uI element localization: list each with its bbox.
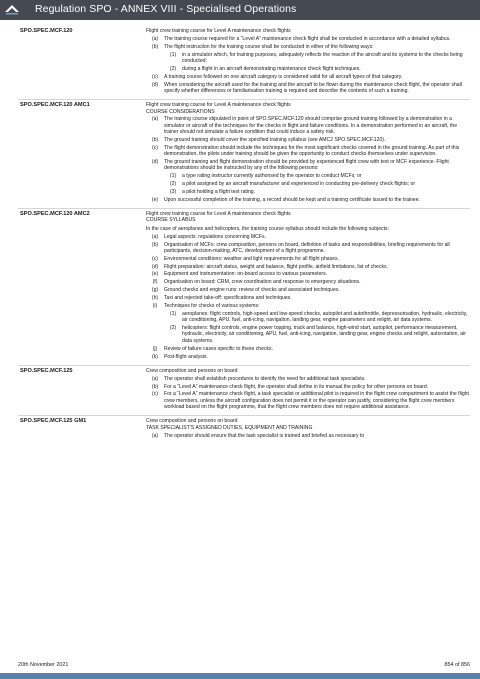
list-item-text: Review of failure cases specific to these checks. bbox=[164, 345, 273, 352]
section-subtitle: TASK SPECIALIST’S ASSIGNED DUTIES, EQUIPMENT AND TRAINING bbox=[146, 424, 313, 431]
list-item-label: (2) bbox=[169, 325, 177, 332]
list-item-label: (c) bbox=[152, 73, 158, 80]
list-item-text: A training course followed on one aircraft category is considered valid for all aircraft types of that category. bbox=[164, 73, 403, 80]
regulation-section bbox=[18, 26, 470, 99]
list-item-text: Taxi and rejected take-off: specifications and techniques. bbox=[164, 295, 292, 302]
list-item-label: (c) bbox=[152, 255, 158, 262]
list-item-text: helicopters: flight controls, engine power topping, track and balance, high-wind start, autopilot, performance measurement, hydraulic, electricity, air conditioning, APU, fuel, anti-icing, navigation, landing gear, engine checks and relight, autorotation, air data systems. bbox=[182, 325, 466, 344]
section-title: Flight crew training course for Level A maintenance check flights bbox=[146, 211, 291, 218]
list-item bbox=[146, 234, 470, 240]
list-item-text: Organisation of MCFs: crew composition, persons on board, definition of tasks and responsibilities, briefing requirements for all participants, decision-making, ATC, development of a flight programme. bbox=[164, 241, 450, 254]
list-item-text: For a “Level A” maintenance check flight, the operator shall define in its manual the policy for other persons on board. bbox=[164, 383, 429, 390]
list-item-text: Post-flight analysis. bbox=[164, 353, 208, 360]
section-body bbox=[146, 368, 470, 411]
page-header bbox=[0, 0, 480, 20]
section-title: Flight crew training course for Level A maintenance check flights bbox=[146, 28, 291, 34]
list-item-text: The training course required for a “Level A” maintenance check flight shall be conducted in accordance with a detailed syllabus. bbox=[164, 35, 451, 42]
section-subtitle: COURSE CONSIDERATIONS bbox=[146, 108, 215, 115]
list-item-label: (f) bbox=[152, 279, 158, 286]
regulation-section bbox=[18, 99, 470, 208]
list-item bbox=[146, 303, 470, 309]
section-title: Crew composition and persons on board bbox=[146, 418, 238, 425]
section-title: Crew composition and persons on board bbox=[146, 367, 238, 374]
list-item bbox=[146, 36, 470, 42]
list-item-text: Organisation on board: CRM, crew coordination and response to emergency situations. bbox=[164, 279, 361, 286]
list-item-text: Ground checks and engine runs: review of checks and associated techniques. bbox=[164, 287, 340, 294]
list-item bbox=[146, 346, 470, 352]
list-item-text: Environmental conditions: weather and light requirements for all flight phases. bbox=[164, 255, 339, 262]
list-item-label: (1) bbox=[169, 51, 177, 58]
list-item-label: (d) bbox=[151, 263, 159, 270]
list-item bbox=[146, 376, 470, 382]
list-item-label: (a) bbox=[151, 432, 159, 439]
list-item-label: (b) bbox=[151, 241, 159, 248]
section-intro: In the case of aeroplanes and helicopters, the training course syllabus should include the following subjects: bbox=[146, 225, 389, 232]
list-item bbox=[146, 145, 470, 158]
list-item-text: The ground training should cover the specified training syllabus (see AMC2 SPO.SPEC.MCF.120). bbox=[164, 136, 386, 143]
list-item bbox=[164, 181, 470, 187]
list-item-label: (k) bbox=[152, 353, 158, 360]
regulation-section bbox=[18, 208, 470, 365]
list-item-label: (a) bbox=[151, 233, 159, 240]
list-item-label: (j) bbox=[152, 345, 158, 352]
list-item bbox=[146, 137, 470, 143]
list-item-text: The operator should ensure that the task specialist is trained and briefed as necessary to bbox=[164, 432, 365, 439]
section-subtitle: COURSE SYLLABUS bbox=[146, 217, 196, 224]
list-item bbox=[146, 197, 470, 203]
list-item-label: (b) bbox=[151, 43, 159, 50]
list-item-label: (g) bbox=[151, 287, 159, 294]
list-item-label: (a) bbox=[151, 35, 159, 42]
section-reference: SPO.SPEC.MCF.125 bbox=[20, 367, 73, 374]
list-item-text: Equipment and instrumentation: on-board access to various parameters. bbox=[164, 271, 328, 278]
list-item-label: (2) bbox=[169, 181, 177, 188]
list-item-label: (e) bbox=[151, 196, 159, 203]
section-body bbox=[146, 211, 470, 360]
list-item-label: (3) bbox=[169, 188, 177, 195]
easa-logo-icon bbox=[3, 3, 21, 17]
list-item bbox=[164, 66, 470, 72]
regulation-content bbox=[18, 26, 470, 444]
list-item bbox=[146, 279, 470, 285]
list-item bbox=[146, 242, 470, 255]
list-item-label: (b) bbox=[151, 383, 159, 390]
list-item bbox=[146, 159, 470, 172]
section-reference: SPO.SPEC.MCF.120 AMC2 bbox=[20, 211, 90, 218]
list-item bbox=[164, 311, 470, 324]
regulation-section bbox=[18, 415, 470, 443]
list-item-text: a type rating instructor currently authorised by the operator to conduct MCFs; or bbox=[182, 173, 362, 180]
list-item-text: The flight demonstration should include the techniques for the most significant checks covered in the ground training. As part of this demonstration, the pilots under training should be given the opportunity to conduct checks themselves under supervision. bbox=[164, 144, 460, 158]
list-item-label: (a) bbox=[151, 375, 159, 382]
footer-bar bbox=[0, 673, 480, 679]
list-item bbox=[146, 82, 470, 95]
list-item bbox=[146, 264, 470, 270]
section-reference: SPO.SPEC.MCF.125 GM1 bbox=[20, 418, 87, 425]
list-item bbox=[146, 44, 470, 50]
list-item-label: (2) bbox=[169, 65, 177, 72]
list-item-label: (c) bbox=[152, 391, 158, 398]
list-item-text: Techniques for checks of various systems: bbox=[164, 303, 260, 310]
list-item-label: (e) bbox=[151, 271, 159, 278]
list-item-text: When considering the aircraft used for the training and the aircraft to be flown during the maintenance check flight, the operator shall specify whether differences or familiarisation training is required and describe the contents of such a training. bbox=[164, 81, 462, 94]
section-body bbox=[146, 28, 470, 94]
list-item-text: during a flight in an aircraft demonstrating maintenance check flight techniques. bbox=[182, 65, 361, 72]
list-item bbox=[146, 354, 470, 360]
list-item bbox=[146, 116, 470, 135]
list-item-label: (b) bbox=[151, 136, 159, 143]
list-item bbox=[164, 189, 470, 195]
list-item-text: The operator shall establish procedures to identify the need for additional task specialists. bbox=[164, 375, 366, 382]
list-item bbox=[146, 256, 470, 262]
list-item-label: (h) bbox=[151, 295, 159, 302]
list-item bbox=[146, 391, 470, 410]
list-item-text: a pilot assigned by an aircraft manufacturer and experienced in conducting pre-delivery check flights; or bbox=[182, 181, 416, 188]
list-item-text: Flight preparation: aircraft status, weight and balance, flight profile, airfield limitations, list of checks. bbox=[164, 263, 388, 270]
list-item bbox=[164, 325, 470, 344]
section-reference: SPO.SPEC.MCF.120 AMC1 bbox=[20, 102, 90, 109]
list-item-text: The ground training and flight demonstration should be provided by experienced flight crew with test or MCF experience. Flight demonstrations should be instructed by any of the following persons: bbox=[164, 158, 449, 172]
list-item-text: in a simulator which, for training purposes, adequately reflects the reaction of the aircraft and its systems to the checks being conducted; bbox=[182, 51, 463, 64]
list-item bbox=[146, 287, 470, 293]
section-title: Flight crew training course for Level A maintenance check flights bbox=[146, 102, 291, 109]
list-item-label: (a) bbox=[151, 116, 159, 123]
list-item bbox=[146, 433, 470, 439]
list-item-text: For a “Level A” maintenance check flight, a task specialist or additional pilot is required in the flight crew compartment to assist the flight crew members, unless the aircraft configuration does not permit it or the operator can justify, considering the flight crew members workload based on the flight programme, that the flight crew members does not require additional assistance. bbox=[164, 391, 469, 411]
list-item bbox=[146, 295, 470, 301]
list-item-text: a pilot holding a flight test rating. bbox=[182, 188, 256, 195]
list-item bbox=[164, 52, 470, 65]
list-item-label: (1) bbox=[169, 310, 177, 317]
footer-date: 20th November 2021 bbox=[18, 662, 69, 668]
list-item-text: Upon successful completion of the training, a record should be kept and a training certificate issued to the trainee. bbox=[164, 196, 420, 203]
list-item-label: (d) bbox=[151, 158, 159, 165]
list-item-text: aeroplanes: flight controls, high-speed and low-speed checks, autopilot and autothrottle, depressurisation, hydraulic, electricity, air conditioning, APU, fuel, anti-icing, navigation, landing gear, engine parameters and relight, air data systems. bbox=[182, 310, 468, 324]
list-item bbox=[164, 173, 470, 179]
section-body bbox=[146, 418, 470, 438]
list-item bbox=[146, 384, 470, 390]
list-item-label: (1) bbox=[169, 173, 177, 180]
page-footer bbox=[18, 662, 470, 668]
list-item-label: (i) bbox=[152, 303, 158, 310]
list-item-label: (d) bbox=[151, 81, 159, 88]
list-item bbox=[146, 74, 470, 80]
regulation-section bbox=[18, 365, 470, 416]
footer-page-number: 854 of 856 bbox=[444, 662, 470, 668]
section-body bbox=[146, 102, 470, 203]
list-item-text: Legal aspects: regulations concerning MCFs. bbox=[164, 233, 266, 240]
page-header-title: Regulation SPO - ANNEX VIII - Specialised Operations bbox=[35, 3, 297, 15]
section-reference: SPO.SPEC.MCF.120 bbox=[20, 28, 73, 34]
list-item-label: (c) bbox=[152, 144, 158, 151]
list-item bbox=[146, 271, 470, 277]
list-item-text: The training course stipulated in point of SPO.SPEC.MCF.120 should comprise ground training followed by a demonstration in a simulator or aircraft of the techniques for the checks in flight and failure conditions. In a demonstration performed in an aircraft, the trainer should not simulate a failure condition that could induce a safety risk. bbox=[164, 116, 458, 136]
list-item-text: The flight instruction for the training course shall be conducted in either of the following ways: bbox=[164, 43, 374, 50]
